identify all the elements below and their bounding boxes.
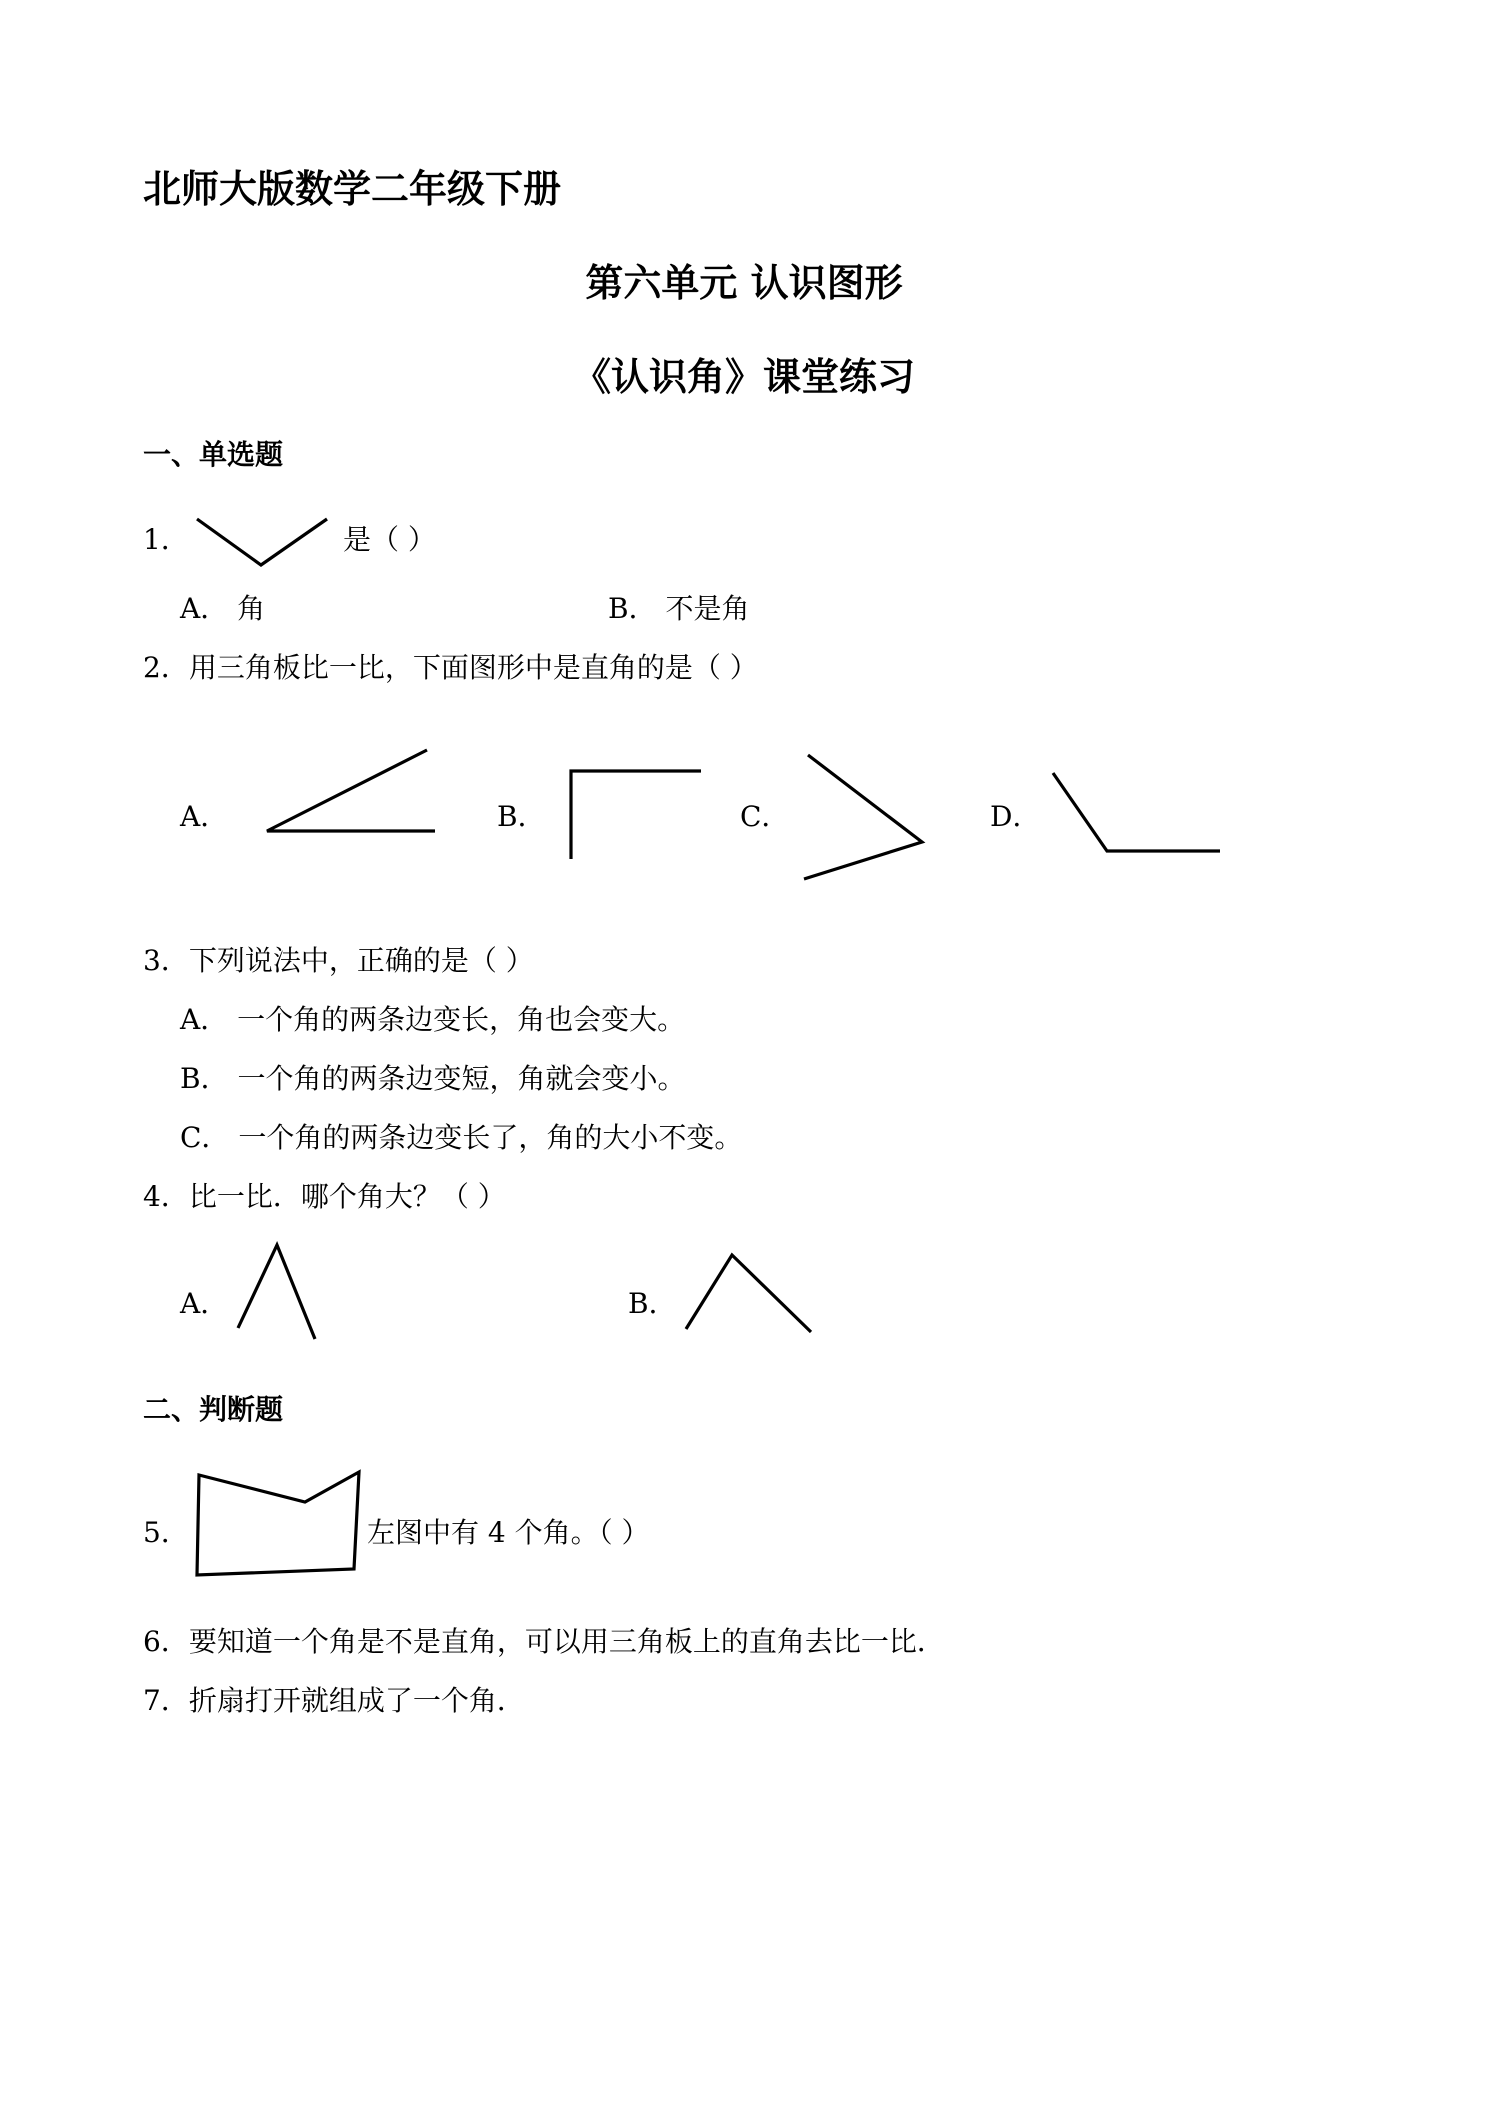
q2-option-a: A． <box>180 800 229 833</box>
q7-text: 7．折扇打开就组成了一个角． <box>143 1684 525 1717</box>
q2-text: 2．用三角板比一比，下面图形中是直角的是（ ） <box>143 651 758 684</box>
q4-option-b: B． <box>628 1287 677 1320</box>
q2-option-d: D． <box>990 800 1041 833</box>
q2-option-b: B． <box>497 800 546 833</box>
q1-number: 1． <box>143 523 189 556</box>
q1-option-b: B． 不是角 <box>608 592 750 625</box>
q3-option-a: A． 一个角的两条边变长，角也会变大。 <box>180 1003 686 1036</box>
q3-option-c: C． 一个角的两条边变长了，角的大小不变。 <box>180 1121 743 1154</box>
q2-figure-c-angle <box>800 752 930 882</box>
q4-figure-a-angle <box>235 1242 320 1342</box>
section-true-false: 二、判断题 <box>143 1393 284 1426</box>
q2-option-c: C． <box>740 800 790 833</box>
q3-option-b: B． 一个角的两条边变短，角就会变小。 <box>180 1062 686 1095</box>
unit-title: 第六单元 认识图形 <box>585 261 903 305</box>
q3-text: 3．下列说法中，正确的是（ ） <box>143 944 534 977</box>
q4-option-a: A． <box>180 1287 229 1320</box>
q4-figure-b-angle <box>683 1252 815 1337</box>
q5-number: 5． <box>143 1516 189 1549</box>
document-title: 北师大版数学二年级下册 <box>143 167 562 211</box>
q2-figure-b-right-angle <box>566 767 706 863</box>
q2-figure-d-obtuse-angle <box>1050 770 1225 855</box>
q1-angle-figure <box>195 515 330 570</box>
q1-text: 是（ ） <box>343 523 436 556</box>
q4-text: 4．比一比．哪个角大？（ ） <box>143 1180 506 1213</box>
q5-text: 左图中有 4 个角。（ ） <box>367 1516 650 1549</box>
q5-pentagon-figure <box>193 1465 363 1580</box>
q1-option-a: A． 角 <box>180 592 266 625</box>
section-single-choice: 一、单选题 <box>143 438 284 471</box>
lesson-title: 《认识角》课堂练习 <box>572 355 915 399</box>
q6-text: 6．要知道一个角是不是直角，可以用三角板上的直角去比一比． <box>143 1625 945 1658</box>
q2-figure-a-acute-angle <box>265 748 440 838</box>
